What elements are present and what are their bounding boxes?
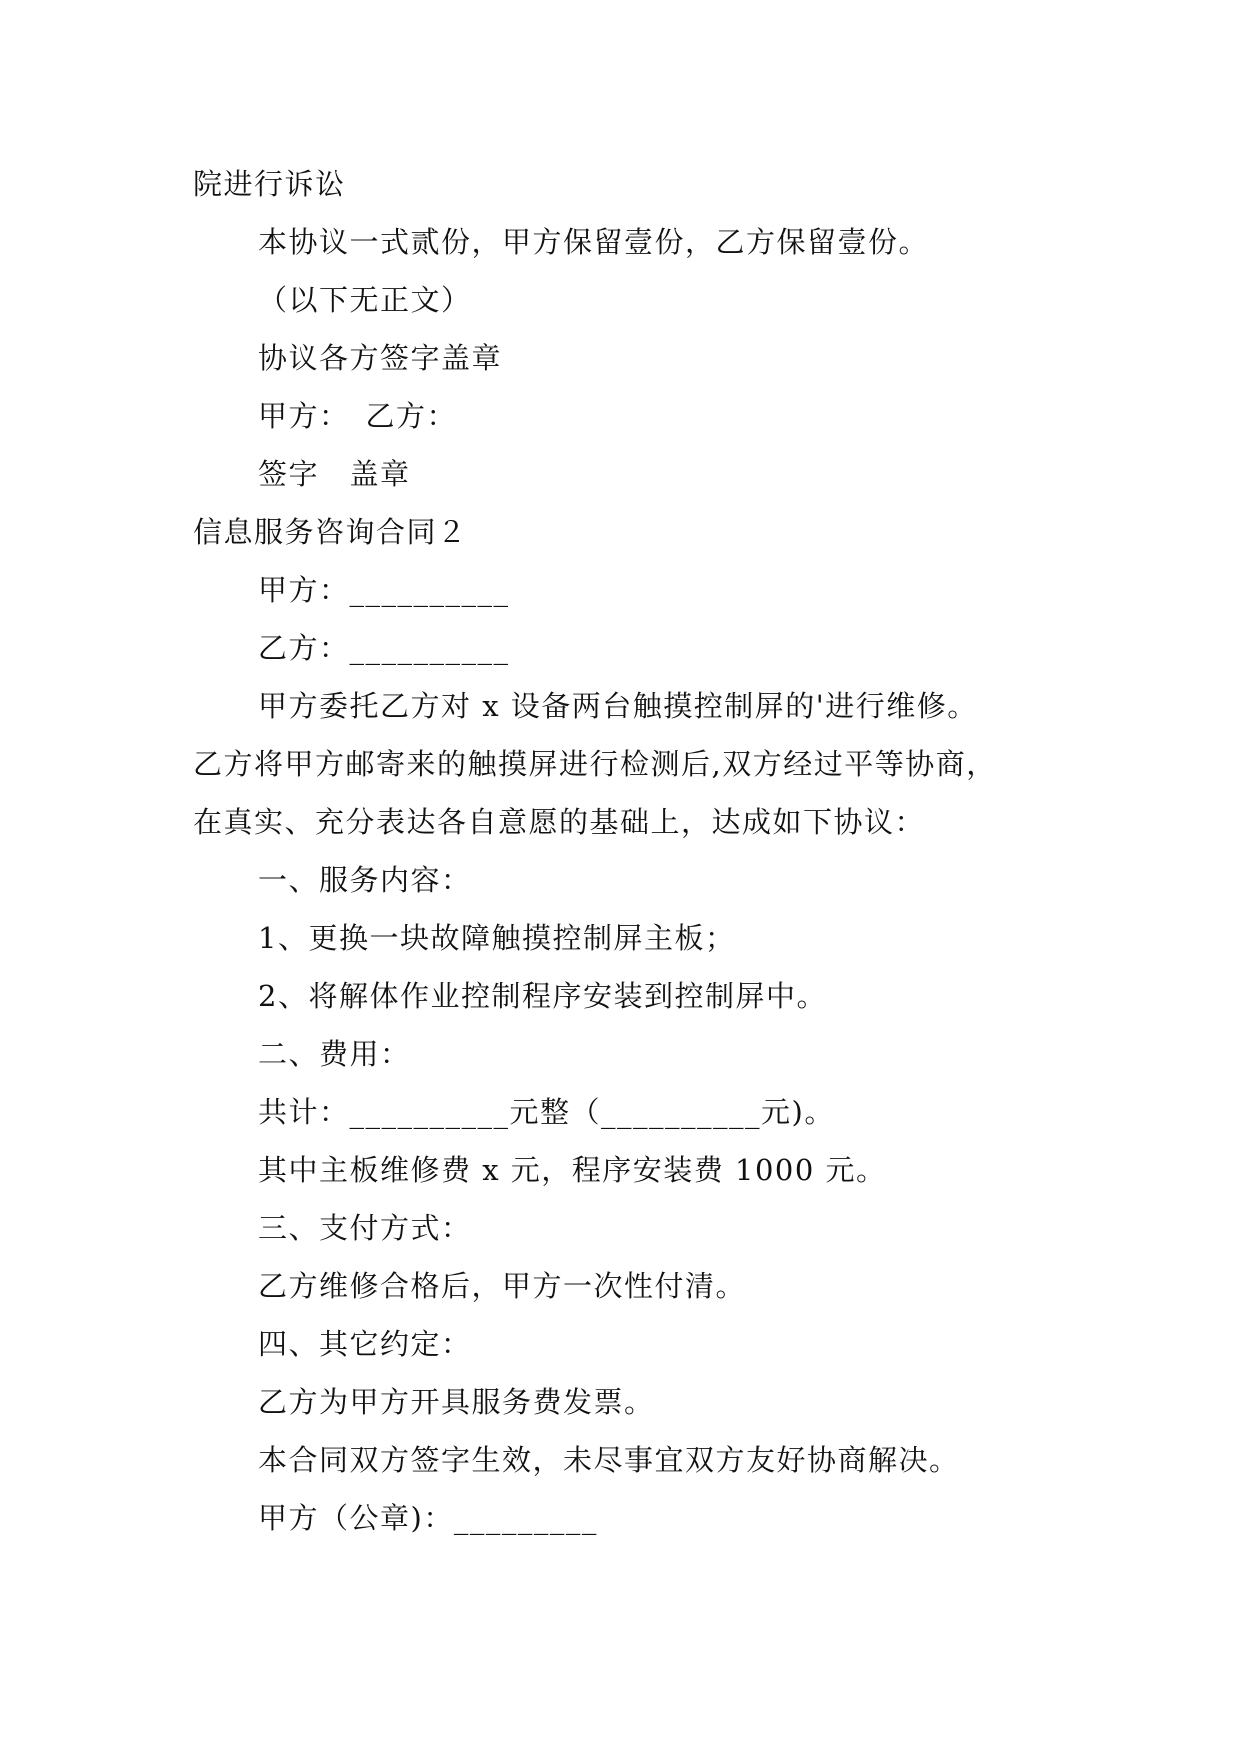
text-line: 一、服务内容： bbox=[258, 863, 472, 897]
text-line: 其中主板维修费 x 元，程序安装费 1000 元。 bbox=[258, 1153, 887, 1187]
text-line: 二、费用： bbox=[258, 1037, 411, 1071]
text-line: 签字 盖章 bbox=[258, 457, 411, 491]
section-title: 信息服务咨询合同２ bbox=[193, 515, 468, 549]
text-line: 院进行诉讼 bbox=[193, 167, 346, 201]
text-line: 甲方： 乙方： bbox=[258, 399, 458, 433]
text-line: 协议各方签字盖章 bbox=[258, 341, 503, 375]
text-line: 四、其它约定： bbox=[258, 1327, 472, 1361]
text-line: 共计：__________元整（__________元)。 bbox=[258, 1095, 835, 1129]
text-line: 本合同双方签字生效，未尽事宜双方友好协商解决。 bbox=[258, 1443, 960, 1477]
text-line: 甲方：__________ bbox=[258, 573, 510, 607]
text-line: 1、更换一块故障触摸控制屏主板； bbox=[258, 921, 736, 955]
text-line: （以下无正文） bbox=[258, 283, 472, 317]
text-line: 乙方将甲方邮寄来的触摸屏进行检测后,双方经过平等协商， bbox=[193, 747, 997, 781]
text-line: 本协议一式贰份，甲方保留壹份，乙方保留壹份。 bbox=[258, 225, 930, 259]
text-line: 2、将解体作业控制程序安装到控制屏中。 bbox=[258, 979, 827, 1013]
text-line: 甲方（公章)：_________ bbox=[258, 1501, 598, 1535]
text-line: 乙方维修合格后，甲方一次性付清。 bbox=[258, 1269, 747, 1303]
text-line: 乙方：__________ bbox=[258, 631, 510, 665]
text-line: 三、支付方式： bbox=[258, 1211, 472, 1245]
text-line: 在真实、充分表达各自意愿的基础上，达成如下协议： bbox=[193, 805, 926, 839]
text-line: 乙方为甲方开具服务费发票。 bbox=[258, 1385, 655, 1419]
text-line: 甲方委托乙方对 x 设备两台触摸控制屏的'进行维修。 bbox=[258, 689, 978, 723]
